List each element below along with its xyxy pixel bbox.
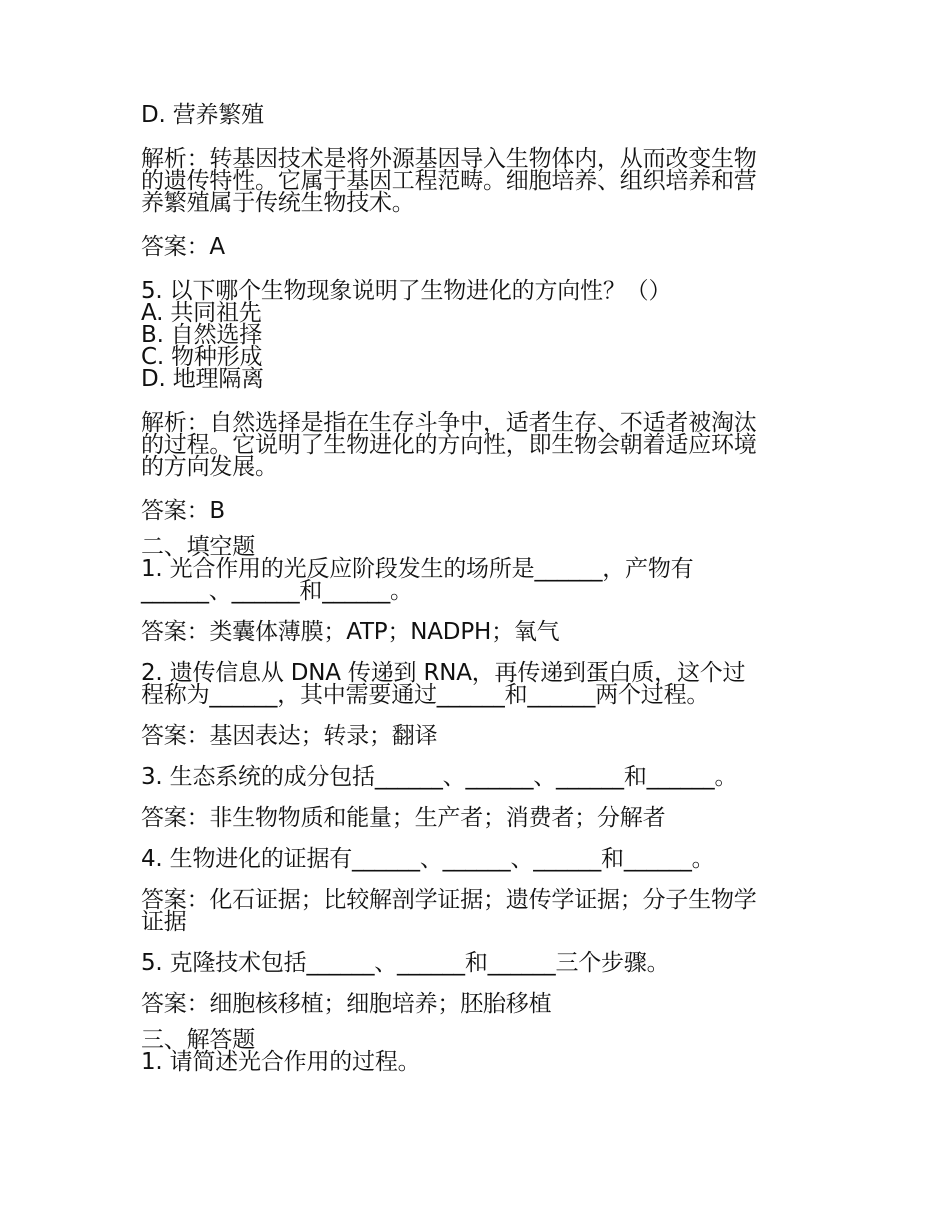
analysis-line: 的过程。它说明了生物进化的方向性，即生物会朝着适应环境	[141, 432, 757, 458]
q4-analysis	[141, 148, 821, 214]
fill-question-4: 4. 生物进化的证据有______、______、______和______。	[141, 846, 715, 872]
question-line: 2. 遗传信息从 DNA 传递到 RNA，再传递到蛋白质，这个过	[141, 660, 746, 686]
q5-block	[141, 280, 821, 390]
question-line: 1. 光合作用的光反应阶段发生的场所是______，产物有	[141, 556, 694, 582]
answer-line: 答案：化石证据；比较解剖学证据；遗传学证据；分子生物学	[141, 887, 757, 913]
q4-answer: 答案：A	[141, 234, 225, 260]
fill-answer-4	[141, 889, 821, 933]
fill-question-3: 3. 生态系统的成分包括______、______、______和______。	[141, 764, 738, 790]
q5-option-d: D. 地理隔离	[141, 366, 264, 392]
analysis-line: 的遗传特性。它属于基因工程范畴。细胞培养、组织培养和营	[141, 168, 757, 194]
q5-answer: 答案：B	[141, 498, 225, 524]
q5-option-c: C. 物种形成	[141, 344, 263, 370]
analysis-line: 养繁殖属于传统生物技术。	[141, 190, 415, 216]
question-line: ______、______和______。	[141, 578, 413, 604]
analysis-line: 的方向发展。	[141, 454, 278, 480]
q5-analysis	[141, 412, 821, 478]
analysis-line: 解析：转基因技术是将外源基因导入生物体内，从而改变生物	[141, 146, 757, 172]
question-line: 程称为______，其中需要通过______和______两个过程。	[141, 682, 710, 708]
fill-answer-3: 答案：非生物物质和能量；生产者；消费者；分解者	[141, 805, 666, 831]
essay-question-1: 1. 请简述光合作用的过程。	[141, 1049, 421, 1075]
analysis-line: 解析：自然选择是指在生存斗争中，适者生存、不适者被淘汰	[141, 410, 757, 436]
section-heading-essay: 三、解答题	[141, 1027, 256, 1053]
q5-option-a: A. 共同祖先	[141, 300, 262, 326]
fill-question-2	[141, 662, 821, 706]
fill-question-5: 5. 克隆技术包括______、______和______三个步骤。	[141, 950, 670, 976]
fill-answer-1: 答案：类囊体薄膜；ATP；NADPH；氧气	[141, 619, 560, 645]
fill-question-1	[141, 558, 821, 602]
document-page	[141, 104, 821, 1073]
fill-answer-2: 答案：基因表达；转录；翻译	[141, 723, 438, 749]
q5-question: 5. 以下哪个生物现象说明了生物进化的方向性？（）	[141, 278, 672, 304]
section-heading-fill: 二、填空题	[141, 534, 256, 560]
answer-line: 证据	[141, 909, 187, 935]
q4-option-d: D. 营养繁殖	[141, 102, 264, 128]
q5-option-b: B. 自然选择	[141, 322, 263, 348]
fill-answer-5: 答案：细胞核移植；细胞培养；胚胎移植	[141, 991, 552, 1017]
